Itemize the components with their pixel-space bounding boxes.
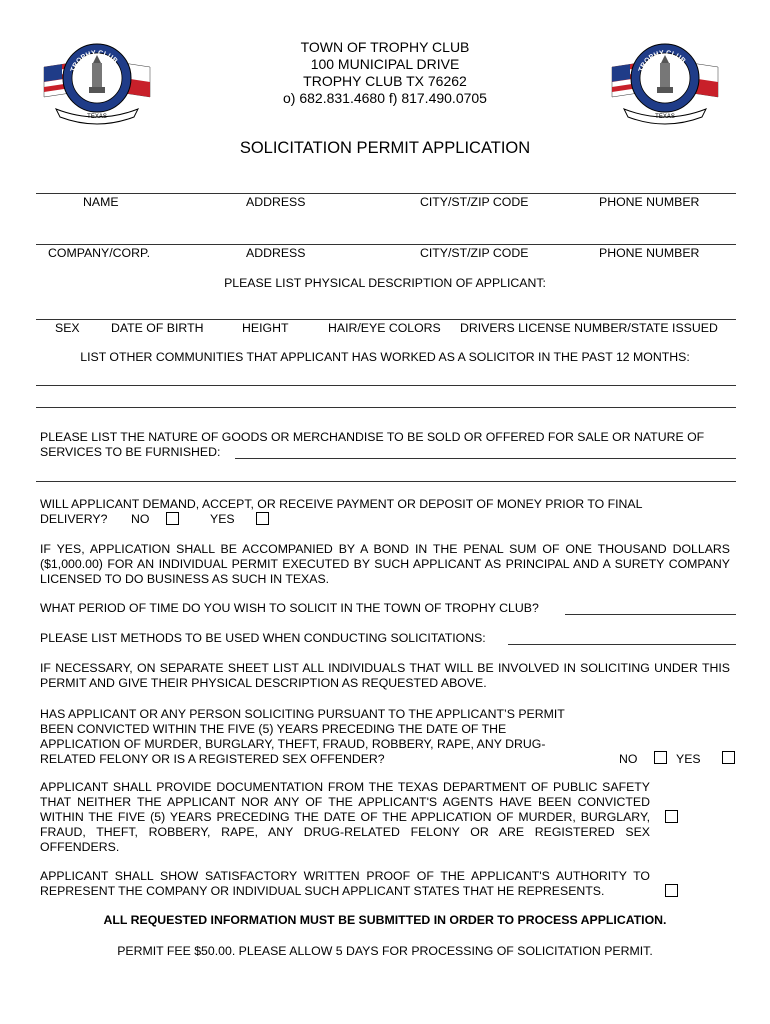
payment-no-checkbox[interactable]	[166, 512, 179, 525]
required-info-notice: ALL REQUESTED INFORMATION MUST BE SUBMITTED IN ORDER TO PROCESS APPLICATION.	[103, 913, 667, 927]
row2-input-line[interactable]	[36, 244, 736, 245]
period-input-line[interactable]	[565, 614, 736, 615]
authority-requirement-text: APPLICANT SHALL SHOW SATISFACTORY WRITTEN PROOF OF THE APPLICANT'S AUTHORITY TO REPRESENT THE COMPANY OR INDIVIDUAL SUCH APPLICANT STATES THAT HE REPRESENTS.	[40, 869, 650, 898]
name-label: NAME	[83, 195, 119, 209]
conviction-question-line2: BEEN CONVICTED WITHIN THE FIVE (5) YEARS PRECEDING THE DATE OF THE	[40, 722, 507, 736]
hair-eye-label: HAIR/EYE COLORS	[328, 321, 441, 335]
company-address-label: ADDRESS	[246, 246, 306, 260]
conviction-question-line1: HAS APPLICANT OR ANY PERSON SOLICITING PURSUANT TO THE APPLICANT’S PERMIT	[40, 707, 565, 721]
documentation-checkbox[interactable]	[665, 810, 678, 823]
address-label: ADDRESS	[246, 195, 306, 209]
dob-label: DATE OF BIRTH	[111, 321, 204, 335]
goods-prompt-line1: PLEASE LIST THE NATURE OF GOODS OR MERCHANDISE TO BE SOLD OR OFFERED FOR SALE OR NATURE OF	[40, 430, 705, 444]
methods-prompt: PLEASE LIST METHODS TO BE USED WHEN CONDUCTING SOLICITATIONS:	[40, 631, 486, 645]
conviction-question-line3: APPLICATION OF MURDER, BURGLARY, THEFT, FRAUD, ROBBERY, RAPE, ANY DRUG-	[40, 737, 546, 751]
seal-ring-text: TROPHY CLUB	[637, 49, 687, 73]
payment-yes-label: YES	[210, 512, 235, 526]
company-label: COMPANY/CORP.	[48, 246, 151, 260]
separate-sheet-text: IF NECESSARY, ON SEPARATE SHEET LIST ALL INDIVIDUALS THAT WILL BE INVOLVED IN SOLICITING UNDER THIS PERMIT AND GIVE THEIR PHYSICAL DESCRIPTION AS REQUESTED ABOVE.	[40, 661, 730, 690]
goods-prompt-line2: SERVICES TO BE FURNISHED:	[40, 445, 221, 459]
header-street: 100 MUNICIPAL DRIVE	[310, 56, 460, 72]
sex-label: SEX	[55, 321, 80, 335]
row3-input-line[interactable]	[36, 319, 736, 320]
license-label: DRIVERS LICENSE NUMBER/STATE ISSUED	[460, 321, 718, 335]
payment-question-line2: DELIVERY?	[40, 512, 108, 526]
phone-label: PHONE NUMBER	[599, 195, 700, 209]
conviction-yes-label: YES	[676, 752, 701, 766]
company-phone-label: PHONE NUMBER	[599, 246, 700, 260]
row1-input-line[interactable]	[36, 193, 736, 194]
communities-input-line-1[interactable]	[36, 385, 736, 386]
conviction-no-checkbox[interactable]	[654, 751, 667, 764]
payment-question: WILL APPLICANT DEMAND, ACCEPT, OR RECEIVE PAYMENT OR DEPOSIT OF MONEY PRIOR TO FINAL	[40, 497, 643, 511]
header-phone: o) 682.831.4680 f) 817.490.0705	[283, 90, 487, 106]
city-zip-label: CITY/ST/ZIP CODE	[420, 195, 529, 209]
methods-input-line[interactable]	[508, 644, 736, 645]
conviction-yes-checkbox[interactable]	[722, 751, 735, 764]
authority-checkbox[interactable]	[665, 884, 678, 897]
header-town-name: TOWN OF TROPHY CLUB	[300, 39, 470, 55]
seal-banner-text: TEXAS	[655, 114, 675, 120]
seal-ring-text: TROPHY CLUB	[69, 49, 119, 73]
seal-banner-text: TEXAS	[87, 114, 107, 120]
communities-input-line-2[interactable]	[36, 407, 736, 408]
conviction-no-label: NO	[619, 752, 638, 766]
communities-prompt: LIST OTHER COMMUNITIES THAT APPLICANT HAS WORKED AS A SOLICITOR IN THE PAST 12 MONTHS:	[80, 350, 690, 364]
conviction-question-line4: RELATED FELONY OR IS A REGISTERED SEX OFFENDER?	[40, 752, 385, 766]
permit-fee-notice: PERMIT FEE $50.00. PLEASE ALLOW 5 DAYS FOR PROCESSING OF SOLICITATION PERMIT.	[117, 944, 653, 958]
documentation-requirement-text: APPLICANT SHALL PROVIDE DOCUMENTATION FROM THE TEXAS DEPARTMENT OF PUBLIC SAFETY THAT NEITHER THE APPLICANT NOR ANY OF THE APPLICANT'S AGENTS HAVE BEEN CONVICTED WITHIN THE FIVE (5) YEARS PRECEDING THE DATE OF THE APPLICATION OF MURDER, BURGLARY, FRAUD, THEFT, ROBBERY, RAPE, ANY DRUG-RELATED FELONY OR ARE REGISTERED SEX OFFENDERS.	[40, 780, 650, 854]
height-label: HEIGHT	[242, 321, 289, 335]
period-prompt: WHAT PERIOD OF TIME DO YOU WISH TO SOLICIT IN THE TOWN OF TROPHY CLUB?	[40, 601, 539, 615]
payment-yes-checkbox[interactable]	[256, 512, 269, 525]
goods-input-line[interactable]	[235, 458, 736, 459]
payment-no-label: NO	[131, 512, 150, 526]
bond-requirement-text: IF YES, APPLICATION SHALL BE ACCOMPANIED BY A BOND IN THE PENAL SUM OF ONE THOUSAND DOLLARS ($1,000.00) FOR AN INDIVIDUAL PERMIT EXECUTED BY SUCH APPLICANT AS PRINCIPAL AND A SURETY COMPANY LICENSED TO DO BUSINESS AS SUCH IN TEXAS.	[40, 542, 730, 586]
page-title: SOLICITATION PERMIT APPLICATION	[239, 139, 531, 157]
header-city: TROPHY CLUB TX 76262	[303, 73, 467, 89]
physical-description-prompt: PLEASE LIST PHYSICAL DESCRIPTION OF APPLICANT:	[224, 276, 546, 290]
company-city-zip-label: CITY/ST/ZIP CODE	[420, 246, 529, 260]
goods-input-line-2[interactable]	[36, 481, 736, 482]
